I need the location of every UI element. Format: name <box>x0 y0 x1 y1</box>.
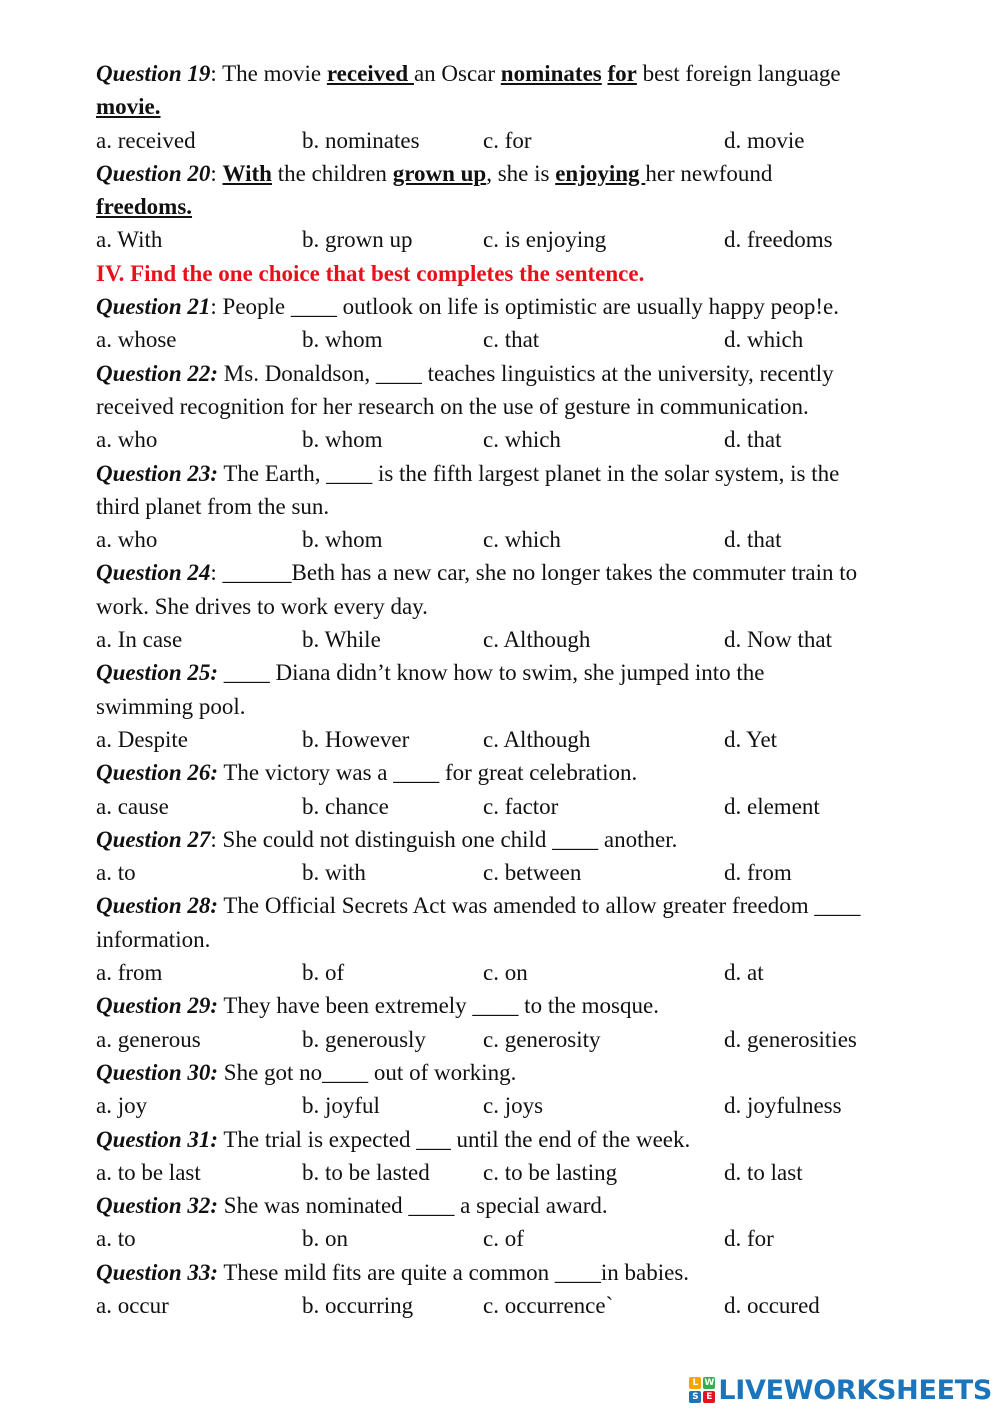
question-29 <box>96 989 946 1022</box>
option-c[interactable]: c. of <box>483 1226 524 1252</box>
option-b[interactable]: b. However <box>302 726 410 752</box>
option-a[interactable]: a. In case <box>96 627 183 653</box>
liveworksheets-logo <box>689 1373 992 1407</box>
option-c[interactable]: c. which <box>483 427 561 453</box>
option-a[interactable]: a. to <box>96 1226 136 1252</box>
logo-tile: E <box>703 1391 715 1403</box>
option-d[interactable]: d. that <box>724 427 782 453</box>
option-a[interactable]: a. to <box>96 860 136 886</box>
question-25 <box>96 656 946 689</box>
question-33-options <box>96 1289 946 1322</box>
question-33 <box>96 1256 946 1289</box>
question-number: Question 28: <box>96 893 219 919</box>
question-23-continued: third planet from the sun. <box>96 493 330 519</box>
question-28-options <box>96 956 946 989</box>
question-28 <box>96 889 946 922</box>
question-number: Question 20 <box>96 160 211 186</box>
question-number: Question 21 <box>96 294 211 320</box>
question-26 <box>96 756 946 789</box>
option-c[interactable]: c. joys <box>483 1093 544 1119</box>
question-text: : She could not distinguish one child ____ another. <box>210 826 678 852</box>
option-b[interactable]: b. chance <box>302 793 389 819</box>
option-a[interactable]: a. to be last <box>96 1159 201 1185</box>
question-32-options <box>96 1222 946 1255</box>
question-text: ____ Diana didn’t know how to swim, she jumped into the <box>218 660 765 686</box>
question-24 <box>96 556 946 589</box>
option-b[interactable]: b. of <box>302 960 345 986</box>
question-31 <box>96 1123 946 1156</box>
question-28-continued: information. <box>96 926 211 952</box>
option-d[interactable]: d. which <box>724 327 804 353</box>
question-text: : ______Beth has a new car, she no longer takes the commuter train to <box>210 560 858 586</box>
question-text: her newfound <box>645 160 773 186</box>
option-d[interactable]: d. to last <box>724 1159 803 1185</box>
question-number: Question 32: <box>96 1193 219 1219</box>
question-number: Question 23: <box>96 460 219 486</box>
question-number: Question 25: <box>96 660 219 686</box>
underlined-word: grown up <box>392 160 487 186</box>
option-b[interactable]: b. grown up <box>302 227 413 253</box>
question-number: Question 24 <box>96 560 211 586</box>
question-20-options <box>96 223 946 256</box>
option-a[interactable]: a. With <box>96 227 163 253</box>
question-21-options <box>96 323 946 356</box>
option-c[interactable]: c. that <box>483 327 540 353</box>
option-a[interactable]: a. received <box>96 127 196 153</box>
question-31-options <box>96 1156 946 1189</box>
option-c[interactable]: c. occurrence` <box>483 1292 614 1318</box>
question-text: the children <box>271 160 393 186</box>
question-text: The Earth, ____ is the fifth largest planet in the solar system, is the <box>218 460 840 486</box>
question-19-continued <box>96 90 946 123</box>
question-32 <box>96 1189 946 1222</box>
question-number: Question 30: <box>96 1059 219 1085</box>
underlined-word: nominates <box>500 61 602 86</box>
question-text: The trial is expected ___ until the end of the week. <box>218 1126 691 1152</box>
option-d[interactable]: d. Now that <box>724 627 832 653</box>
question-text: , she is <box>486 160 556 186</box>
question-20 <box>96 157 946 190</box>
option-c[interactable]: c. factor <box>483 793 559 819</box>
option-d[interactable]: d. occured <box>724 1292 820 1318</box>
question-22 <box>96 357 946 390</box>
option-a[interactable]: a. who <box>96 427 158 453</box>
option-b[interactable]: b. nominates <box>302 127 420 153</box>
question-19-options <box>96 124 946 157</box>
underlined-word: freedoms. <box>96 194 193 220</box>
question-21 <box>96 290 946 323</box>
question-25-continued: swimming pool. <box>96 693 246 719</box>
question-text: an Oscar <box>413 61 501 86</box>
question-text: These mild fits are quite a common ____in babies. <box>218 1259 690 1285</box>
option-a[interactable]: a. whose <box>96 327 177 353</box>
question-text: The Official Secrets Act was amended to allow greater freedom ____ <box>218 893 861 919</box>
option-d[interactable]: d. freedoms <box>724 227 833 253</box>
option-b[interactable]: b. whom <box>302 527 383 553</box>
question-27-options <box>96 856 946 889</box>
question-text: Ms. Donaldson, ____ teaches linguistics at the university, recently <box>218 360 834 386</box>
section-heading: IV. Find the one choice that best completes the sentence. <box>96 260 645 286</box>
question-25-options <box>96 723 946 756</box>
option-b[interactable]: b. on <box>302 1226 348 1252</box>
question-text: : The movie <box>210 61 327 86</box>
option-c[interactable]: c. Although <box>483 627 591 653</box>
question-number: Question 33: <box>96 1259 219 1285</box>
question-22-continued: received recognition for her research on the use of gesture in communication. <box>96 393 809 419</box>
option-a[interactable]: a. from <box>96 960 163 986</box>
option-b[interactable]: b. occurring <box>302 1292 414 1318</box>
option-c[interactable]: c. between <box>483 860 582 886</box>
option-b[interactable]: b. whom <box>302 327 383 353</box>
question-27 <box>96 823 946 856</box>
question-29-options <box>96 1023 946 1056</box>
question-text: : <box>210 160 223 186</box>
question-text: The victory was a ____ for great celebration. <box>218 760 638 786</box>
question-list <box>96 290 946 1322</box>
question-22-options <box>96 423 946 456</box>
question-number: Question 29: <box>96 993 219 1019</box>
option-b[interactable]: b. whom <box>302 427 383 453</box>
question-number: Question 22: <box>96 360 219 386</box>
question-text: She got no____ out of working. <box>218 1059 517 1085</box>
option-a[interactable]: a. who <box>96 527 158 553</box>
question-23-options <box>96 523 946 556</box>
underlined-word: received <box>326 61 414 86</box>
question-text: best foreign language <box>636 61 841 86</box>
option-a[interactable]: a. generous <box>96 1026 201 1052</box>
question-23 <box>96 457 946 490</box>
option-d[interactable]: d. joyfulness <box>724 1093 842 1119</box>
logo-mark-icon <box>689 1377 715 1403</box>
option-a[interactable]: a. joy <box>96 1093 148 1119</box>
option-d[interactable]: d. at <box>724 960 764 986</box>
option-b[interactable]: b. joyful <box>302 1093 380 1119</box>
logo-tile: S <box>689 1391 701 1403</box>
underlined-word: enjoying <box>555 160 646 186</box>
question-30 <box>96 1056 946 1089</box>
underlined-word: movie. <box>96 94 161 120</box>
question-text: They have been extremely ____ to the mosque. <box>218 993 659 1019</box>
question-24-continued: work. She drives to work every day. <box>96 593 428 619</box>
question-30-options <box>96 1089 946 1122</box>
logo-tile: L <box>689 1377 701 1389</box>
option-d[interactable]: d. movie <box>724 127 805 153</box>
logo-text: LIVEWORKSHEETS <box>718 1374 992 1406</box>
option-c[interactable]: c. is enjoying <box>483 227 607 253</box>
question-text: She was nominated ____ a special award. <box>218 1193 608 1219</box>
question-20-continued <box>96 190 946 223</box>
option-c[interactable]: c. on <box>483 960 528 986</box>
option-a[interactable]: a. cause <box>96 793 169 819</box>
option-a[interactable]: a. Despite <box>96 726 188 752</box>
option-d[interactable]: d. from <box>724 860 792 886</box>
question-text: : People ____ outlook on life is optimistic are usually happy peop!e. <box>210 294 839 320</box>
option-d[interactable]: d. Yet <box>724 726 778 752</box>
option-a[interactable]: a. occur <box>96 1292 169 1318</box>
option-b[interactable]: b. While <box>302 627 381 653</box>
option-b[interactable]: b. generously <box>302 1026 426 1052</box>
question-26-options <box>96 790 946 823</box>
option-b[interactable]: b. to be lasted <box>302 1159 430 1185</box>
option-c[interactable]: c. to be lasting <box>483 1159 618 1185</box>
option-c[interactable]: c. for <box>483 127 532 153</box>
option-d[interactable]: d. generosities <box>724 1026 857 1052</box>
question-24-options <box>96 623 946 656</box>
question-number: Question 27 <box>96 826 211 852</box>
logo-tile: W <box>704 1378 715 1388</box>
question-number: Question 19 <box>96 61 211 86</box>
option-b[interactable]: b. with <box>302 860 366 886</box>
underlined-word: With <box>222 160 272 186</box>
option-d[interactable]: d. that <box>724 527 782 553</box>
option-d[interactable]: d. for <box>724 1226 774 1252</box>
option-c[interactable]: c. generosity <box>483 1026 601 1052</box>
underlined-word: for <box>607 61 637 86</box>
option-c[interactable]: c. Although <box>483 726 591 752</box>
option-d[interactable]: d. element <box>724 793 820 819</box>
question-number: Question 26: <box>96 760 219 786</box>
question-number: Question 31: <box>96 1126 219 1152</box>
option-c[interactable]: c. which <box>483 527 561 553</box>
worksheet <box>96 57 946 1322</box>
question-19 <box>96 57 946 90</box>
